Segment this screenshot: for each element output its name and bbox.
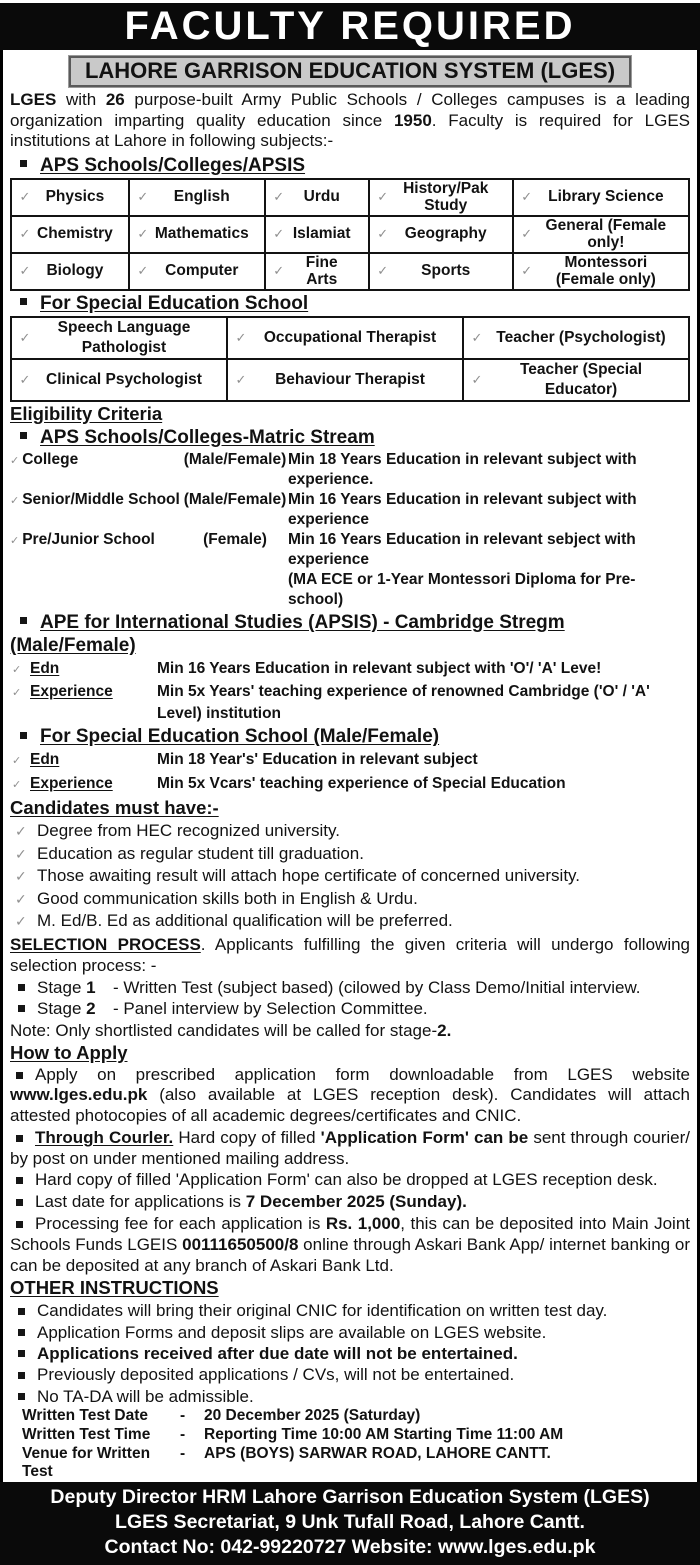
- text-run: 26: [105, 90, 125, 109]
- subject-cell: [265, 179, 369, 216]
- instruction-item: [10, 1322, 690, 1343]
- post-cell: [227, 359, 463, 401]
- heading-text: APS Schools/Colleges/APSIS: [40, 154, 306, 176]
- post-label: Teacher (Psychologist): [496, 328, 666, 346]
- special-school-table: [10, 316, 690, 402]
- subject-cell: [129, 216, 265, 253]
- list-item: [10, 843, 690, 866]
- row-name: Pre/Junior School: [22, 530, 155, 548]
- section-heading-apsis: [10, 611, 690, 657]
- row-name-cell: [10, 490, 182, 530]
- subject-label: Mathematics: [154, 225, 249, 243]
- apply-paragraph-lastdate: [10, 1192, 690, 1213]
- post-label: Clinical Psychologist: [46, 370, 202, 388]
- footer-line: Contact No: 042-99220727 Website: www.lges.edu.pk: [104, 1536, 596, 1559]
- bullet-icon: [18, 1005, 25, 1012]
- text-run: Through Courler.: [35, 1127, 174, 1147]
- subject-label: Geography: [404, 225, 487, 243]
- post-label: Teacher (Special Educator): [519, 360, 643, 398]
- subject-cell: [129, 179, 265, 216]
- other-instructions-heading: [10, 1277, 690, 1299]
- deadline-text: 7 December 2025 (Sunday).: [245, 1192, 467, 1212]
- footer-line: LGES Secretariat, 9 Unk Tufall Road, Lahore Cantt.: [115, 1511, 585, 1534]
- subject-cell: [265, 253, 369, 290]
- bullet-icon: [18, 1308, 25, 1315]
- bullet-icon: [16, 1221, 23, 1228]
- subject-cell: [11, 179, 129, 216]
- requirement-desc: Min 16 Years Education in relevant subject with 'O'/ 'A' Leve!: [157, 659, 602, 677]
- text-run: Processing fee for each application is: [35, 1214, 326, 1234]
- eligibility-row: [10, 450, 690, 490]
- check-icon: [10, 491, 19, 511]
- list-item-text: M. Ed/B. Ed as additional qualification will be preferred.: [37, 911, 453, 930]
- how-to-apply-heading: [10, 1042, 690, 1064]
- test-info-label: Written Test Date: [22, 1406, 149, 1424]
- requirement-desc: Min 5x Vcars' teaching experience of Special Education: [157, 774, 566, 792]
- instruction-item: [10, 1364, 690, 1385]
- section-heading-matric: [10, 426, 690, 449]
- check-icon: [13, 188, 37, 206]
- text-run: 'Application Form' can be: [320, 1127, 529, 1147]
- test-info-value: 20 December 2025 (Saturday): [204, 1406, 421, 1424]
- text-run: sent through courier/ by post on under mentioned mailing address.: [10, 1127, 690, 1168]
- row-name-cell: [10, 450, 182, 490]
- eligibility-heading: [10, 403, 690, 425]
- list-item: [10, 888, 690, 911]
- dash-separator: -: [180, 1444, 186, 1462]
- subject-cell: [265, 216, 369, 253]
- requirement-desc: Min 5x Years' teaching experience of renowned Cambridge ('O' / 'A' Level) institution: [157, 683, 650, 722]
- check-icon: [465, 328, 489, 348]
- subject-label: Sports: [421, 262, 471, 280]
- bullet-icon: [20, 160, 27, 167]
- bullet-icon: [20, 617, 27, 624]
- account-number: 00111650500/8: [182, 1234, 299, 1254]
- stage-desc: - Written Test (subject based) (cilowed by Class Demo/Initial interview.: [113, 977, 641, 997]
- check-icon: [131, 225, 155, 243]
- bullet-icon: [18, 984, 25, 991]
- text-run: Hard copy of filled 'Application Form' can also be dropped at LGES reception desk.: [35, 1170, 658, 1190]
- bullet-icon: [16, 1072, 23, 1079]
- instruction-text: Candidates will bring their original CNIC for identification on written test day.: [37, 1301, 608, 1321]
- check-icon: [10, 660, 30, 682]
- stage-row: [10, 977, 690, 999]
- row-desc: Min 16 Years Education in relevant sebject with experience: [288, 530, 636, 568]
- check-icon: [131, 188, 155, 206]
- requirement-name: Edn: [30, 751, 60, 768]
- stage-label: [37, 977, 113, 999]
- bullet-icon: [20, 432, 27, 439]
- subject-label: Montessori (Female only): [555, 253, 656, 288]
- requirement-name: Experience: [30, 683, 113, 700]
- org-name: LAHORE GARRISON EDUCATION SYSTEM (LGES): [84, 58, 616, 83]
- selection-process-paragraph: [10, 934, 690, 976]
- test-info-label: Written Test Time: [22, 1425, 151, 1443]
- bullet-icon: [16, 1135, 23, 1142]
- check-icon: [10, 866, 37, 888]
- website-text: www.lges.edu.pk: [10, 1085, 148, 1105]
- check-icon: [515, 225, 539, 243]
- test-info-row: [22, 1445, 690, 1483]
- check-icon: [465, 370, 489, 390]
- bullet-icon: [18, 1329, 25, 1336]
- apply-paragraph-form: [10, 1065, 690, 1127]
- row-desc-2: (MA ECE or 1-Year Montessori Diploma for Pre-school): [288, 570, 636, 608]
- row-name-cell: [10, 530, 182, 570]
- subject-label: History/Pak Study: [403, 179, 489, 214]
- eligibility-row-continuation: [10, 570, 690, 610]
- list-item-text: Those awaiting result will attach hope certificate of concerned university.: [37, 866, 581, 885]
- check-icon: [371, 225, 395, 243]
- check-icon: [229, 328, 253, 348]
- org-name-box: [69, 56, 631, 87]
- heading-text: APE for International Studies (APSIS) - Cambridge Stregm (Male/Female): [10, 611, 565, 656]
- contact-footer: [0, 1482, 700, 1565]
- check-icon: [371, 188, 395, 206]
- bullet-icon: [18, 1350, 25, 1357]
- test-info-value: APS (BOYS) SARWAR ROAD, LAHORE CANTT.: [204, 1444, 551, 1462]
- title-banner: [0, 3, 700, 50]
- check-icon: [10, 821, 37, 843]
- text-run: . Faculty is required for LGES institutions at Lahore in following subjects:-: [10, 110, 690, 150]
- table-row: [11, 253, 689, 290]
- bullet-icon: [20, 298, 27, 305]
- post-label: Speech Language Pathologist: [57, 318, 191, 356]
- test-info-value: Reporting Time 10:00 AM Starting Time 11:00 AM: [204, 1425, 564, 1443]
- text-run: with: [56, 90, 106, 109]
- intro-paragraph: [10, 90, 690, 152]
- list-item-text: Good communication skills both in English & Urdu.: [37, 888, 418, 908]
- dash-separator: -: [180, 1425, 186, 1443]
- row-name: College: [22, 450, 79, 468]
- check-icon: [267, 188, 291, 206]
- subject-label: Islamiat: [292, 225, 351, 243]
- post-cell: [463, 317, 689, 359]
- heading-text: For Special Education School (Male/Female): [40, 726, 440, 747]
- subject-label: Chemistry: [37, 225, 113, 243]
- text-run: . Applicants fulfilling the given criteria will undergo following selection process: -: [10, 934, 691, 975]
- check-icon: [13, 328, 37, 348]
- requirement-row: [10, 681, 690, 724]
- post-cell: [11, 317, 227, 359]
- text-run: , this can be deposited into Main Joint Schools Funds LGEIS: [10, 1214, 690, 1254]
- subject-label: English: [173, 188, 230, 206]
- post-cell: [227, 317, 463, 359]
- stage-number: 1: [86, 977, 96, 997]
- subject-cell: [11, 253, 129, 290]
- instruction-item: [10, 1386, 690, 1407]
- test-info-row: [22, 1407, 690, 1426]
- row-gender: (Male/Female): [183, 490, 287, 508]
- subject-label: Fine Arts: [305, 253, 338, 288]
- instruction-text: Application Forms and deposit slips are available on LGES website.: [37, 1322, 547, 1342]
- check-icon: [10, 775, 30, 797]
- check-icon: [13, 225, 37, 243]
- page-title: FACULTY REQUIRED: [124, 4, 576, 48]
- row-name: Senior/Middle School: [22, 490, 180, 508]
- stage-desc: - Panel interview by Selection Committee.: [113, 999, 428, 1018]
- post-label: Occupational Therapist: [263, 328, 437, 346]
- subjects-table: [10, 178, 690, 291]
- section-heading-special-school: [10, 292, 690, 315]
- instruction-text: No TA-DA will be admissible.: [37, 1386, 254, 1406]
- subject-cell: [369, 253, 513, 290]
- row-gender: (Female): [203, 530, 267, 548]
- heading-text: Candidates must have:-: [10, 797, 219, 818]
- bullet-icon: [20, 732, 27, 739]
- instruction-item: [10, 1343, 690, 1364]
- requirement-desc: Min 18 Year's' Education in relevant subject: [157, 751, 478, 768]
- text-run: Apply on prescribed application form downloadable from LGES website: [35, 1064, 690, 1084]
- requirement-row: [10, 749, 690, 773]
- section-heading-subjects: [10, 154, 690, 177]
- test-info-row: [22, 1426, 690, 1445]
- check-icon: [131, 262, 155, 280]
- text-run: Hard copy of filled: [173, 1127, 321, 1147]
- subject-cell: [369, 216, 513, 253]
- test-info-label: Venue for Written Test: [22, 1444, 151, 1481]
- eligibility-row: [10, 530, 690, 570]
- check-icon: [515, 188, 539, 206]
- row-gender: (Male/Female): [183, 450, 287, 468]
- post-cell: [463, 359, 689, 401]
- subject-cell: [513, 253, 689, 290]
- spacer: [182, 570, 288, 610]
- subject-cell: [129, 253, 265, 290]
- subject-label: Library Science: [548, 188, 664, 206]
- check-icon: [515, 262, 539, 280]
- check-icon: [10, 451, 19, 471]
- stage-number: 2: [86, 999, 96, 1018]
- apply-paragraph-courier: [10, 1128, 690, 1170]
- selection-title: SELECTION PROCESS: [10, 934, 201, 954]
- check-icon: [10, 911, 37, 933]
- subject-cell: [11, 216, 129, 253]
- spacer: [10, 570, 182, 610]
- check-icon: [10, 844, 37, 866]
- subject-label: Computer: [165, 262, 239, 280]
- check-icon: [267, 225, 291, 243]
- check-icon: [10, 751, 30, 773]
- fee-amount: Rs. 1,000: [325, 1214, 401, 1234]
- apply-paragraph-dropoff: [10, 1170, 690, 1191]
- post-cell: [11, 359, 227, 401]
- post-label: Behaviour Therapist: [275, 370, 425, 388]
- text-run: Stage: [37, 977, 82, 997]
- list-item: [10, 910, 690, 933]
- heading-text: For Special Education School: [40, 292, 309, 314]
- table-row: [11, 216, 689, 253]
- row-desc: Min 18 Years Education in relevant subject with experience.: [288, 450, 637, 488]
- heading-text: OTHER INSTRUCTIONS: [10, 1277, 219, 1299]
- ad-content: [0, 50, 700, 1482]
- org-box-row: [10, 56, 690, 87]
- heading-text: How to Apply: [10, 1041, 128, 1063]
- table-row: [11, 179, 689, 216]
- subject-label: Physics: [45, 188, 105, 206]
- subject-label: Biology: [46, 262, 104, 280]
- check-icon: [10, 531, 19, 551]
- candidates-heading: [10, 797, 690, 819]
- requirement-name: Edn: [30, 659, 60, 677]
- check-icon: [13, 262, 37, 280]
- instruction-item: [10, 1300, 690, 1321]
- check-icon: [10, 683, 30, 705]
- list-item-text: Education as regular student till graduation.: [37, 843, 364, 863]
- text-run: Last date for applications is: [35, 1192, 246, 1212]
- text-run: 2.: [437, 1020, 452, 1040]
- bullet-icon: [16, 1199, 23, 1206]
- check-icon: [371, 262, 395, 280]
- heading-text: Eligibility Criteria: [10, 402, 163, 424]
- check-icon: [267, 262, 291, 280]
- apply-paragraph-fee: [10, 1214, 690, 1276]
- bullet-icon: [16, 1177, 23, 1184]
- check-icon: [13, 370, 37, 390]
- list-item: [10, 865, 690, 888]
- bullet-icon: [18, 1393, 25, 1400]
- instruction-text: Applications received after due date will not be entertained.: [37, 1344, 518, 1364]
- instruction-text: Previously deposited applications / CVs, will not be entertained.: [37, 1365, 515, 1385]
- table-row: [11, 317, 689, 359]
- section-heading-special-eligibility: [10, 725, 690, 748]
- dash-separator: -: [180, 1406, 186, 1424]
- text-run: LGES: [10, 90, 57, 109]
- subject-label: General (Female only!: [545, 216, 667, 251]
- text-run: purpose-built Army Public Schools / Colleges campuses is a leading organization imparting quality education since: [10, 90, 690, 130]
- text-run: Stage: [37, 999, 82, 1018]
- footer-line: Deputy Director HRM Lahore Garrison Education System (LGES): [50, 1486, 650, 1509]
- eligibility-row: [10, 490, 690, 530]
- text-run: 1950: [393, 110, 432, 130]
- subject-cell: [369, 179, 513, 216]
- subject-cell: [513, 179, 689, 216]
- list-item: [10, 820, 690, 843]
- requirement-row: [10, 773, 690, 797]
- text-run: Note: Only shortlisted candidates will be called for stage-: [10, 1020, 438, 1040]
- list-item-text: Degree from HEC recognized university.: [37, 821, 340, 840]
- text-run: online through Askari Bank App/ internet banking or can be deposited at any branch of Askari Bank Ltd.: [10, 1234, 690, 1275]
- note-line: [10, 1020, 690, 1041]
- subject-cell: [513, 216, 689, 253]
- check-icon: [229, 370, 253, 390]
- requirement-name: Experience: [30, 774, 113, 792]
- bullet-icon: [18, 1372, 25, 1379]
- stage-row: [10, 998, 690, 1020]
- stage-label: [37, 998, 113, 1020]
- row-desc: Min 16 Years Education in relevant subject with experience: [288, 490, 637, 528]
- requirement-row: [10, 658, 690, 682]
- check-icon: [10, 889, 37, 911]
- table-row: [11, 359, 689, 401]
- heading-text: APS Schools/Colleges-Matric Stream: [40, 426, 375, 448]
- text-run: (also available at LGES reception desk). Candidates will attach attested photocopies of all academic degrees/certificates and CNIC.: [10, 1085, 690, 1126]
- subject-label: Urdu: [303, 188, 340, 206]
